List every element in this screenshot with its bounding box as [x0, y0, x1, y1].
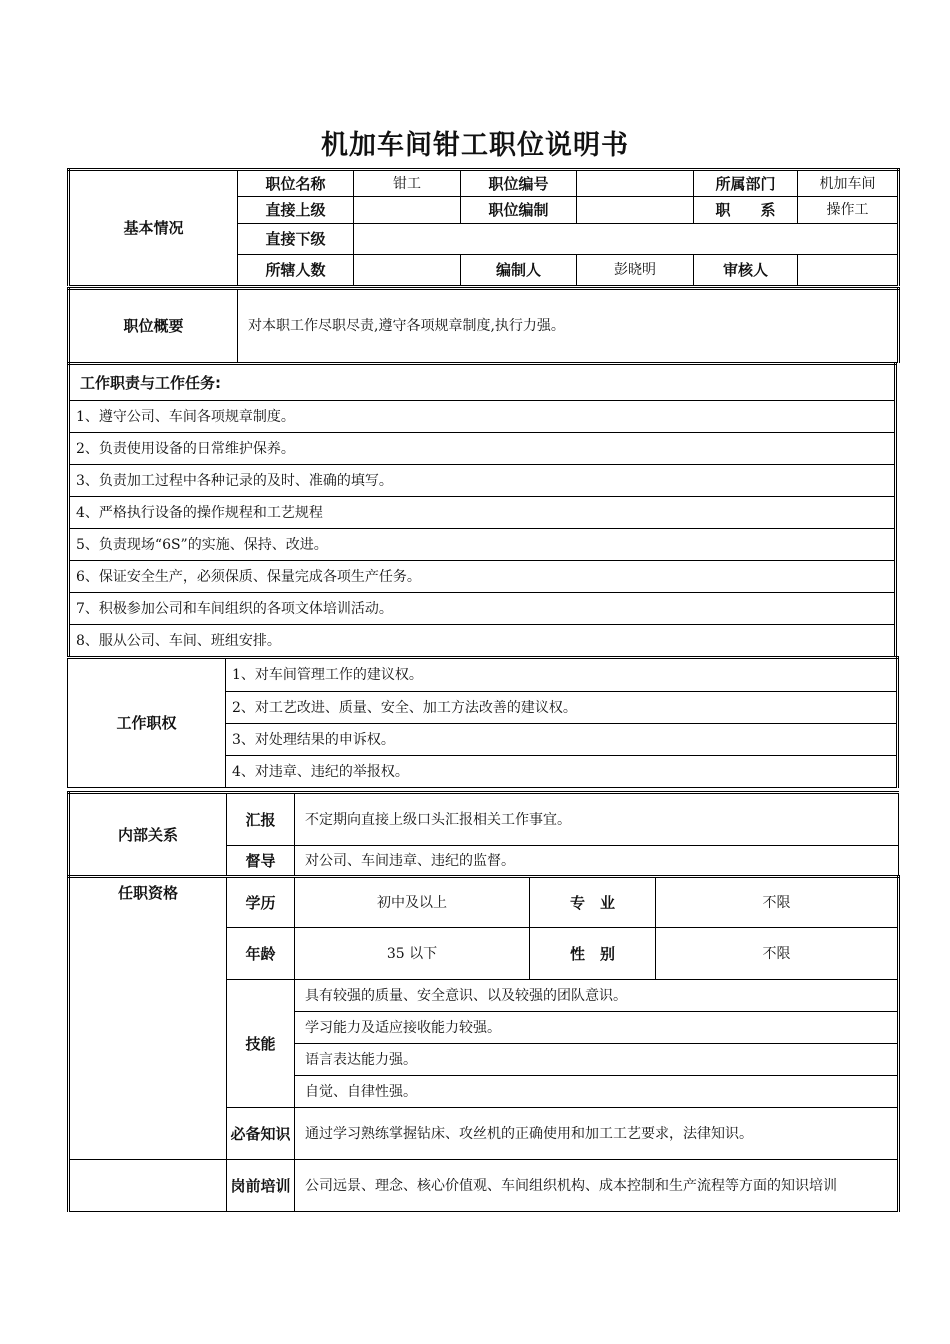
basic-info-label: 基本情况: [69, 170, 238, 286]
skill-item: 具有较强的质量、安全意识、以及较强的团队意识。: [295, 980, 899, 1012]
duty-item: 4、严格执行设备的操作规程和工艺规程: [69, 497, 896, 529]
reviewed-by-value: [798, 255, 899, 286]
report-text: 不定期向直接上级口头汇报相关工作事宜。: [295, 793, 899, 846]
duty-item: 7、积极参加公司和车间组织的各项文体培训活动。: [69, 593, 896, 625]
document-title: 机加车间钳工职位说明书: [321, 130, 629, 161]
knowledge-label: 必备知识: [227, 1108, 295, 1160]
position-no-value: [577, 170, 694, 197]
knowledge-text: 通过学习熟练掌握钻床、攻丝机的正确使用和加工工艺要求，法律知识。: [295, 1108, 899, 1160]
position-name-label: 职位名称: [238, 170, 354, 197]
job-family-label: 职 系: [694, 197, 798, 224]
authority-item: 2、对工艺改进、质量、安全、加工方法改善的建议权。: [226, 692, 898, 724]
supervise-text: 对公司、车间违章、违纪的监督。: [295, 846, 899, 876]
superior-label: 直接上级: [238, 197, 354, 224]
qualification-label: 任职资格: [69, 877, 227, 1160]
duties-table: [67, 362, 897, 657]
skill-item: 自觉、自律性强。: [295, 1076, 899, 1108]
overview-table: [67, 287, 900, 363]
relations-table: [67, 791, 899, 876]
position-name-value: 钳工: [354, 170, 461, 197]
gender-label: 性 别: [530, 928, 656, 980]
age-label: 年龄: [227, 928, 295, 980]
age-value: 35 以下: [295, 928, 530, 980]
authority-item: 3、对处理结果的申诉权。: [226, 724, 898, 756]
overview-text: 对本职工作尽职尽责,遵守各项规章制度,执行力强。: [238, 289, 899, 363]
qualification-table: [67, 875, 900, 1212]
duty-item: 1、遵守公司、车间各项规章制度。: [69, 401, 896, 433]
skill-item: 学习能力及适应接收能力较强。: [295, 1012, 899, 1044]
training-text: 公司远景、理念、核心价值观、车间组织机构、成本控制和生产流程等方面的知识培训: [295, 1160, 899, 1212]
department-label: 所属部门: [694, 170, 798, 197]
major-label: 专 业: [530, 877, 656, 928]
gender-value: 不限: [656, 928, 899, 980]
relations-label: 内部关系: [69, 793, 227, 876]
authority-item: 4、对违章、违纪的举报权。: [226, 756, 898, 788]
headcount-plan-value: [577, 197, 694, 224]
overview-label: 职位概要: [69, 289, 238, 363]
superior-value: [354, 197, 461, 224]
duty-item: 8、服从公司、车间、班组安排。: [69, 625, 896, 657]
basic-info-table: [67, 168, 900, 286]
skills-label: 技能: [227, 980, 295, 1108]
duty-item: 3、负责加工过程中各种记录的及时、准确的填写。: [69, 465, 896, 497]
duties-header: 工作职责与工作任务:: [69, 364, 896, 401]
position-no-label: 职位编号: [461, 170, 577, 197]
prepared-by-label: 编制人: [461, 255, 577, 286]
authority-item: 1、对车间管理工作的建议权。: [226, 658, 898, 692]
job-family-value: 操作工: [798, 197, 899, 224]
authority-table: [67, 656, 899, 788]
headcount-plan-label: 职位编制: [461, 197, 577, 224]
skill-item: 语言表达能力强。: [295, 1044, 899, 1076]
reviewed-by-label: 审核人: [694, 255, 798, 286]
subordinate-label: 直接下级: [238, 224, 354, 255]
duty-item: 2、负责使用设备的日常维护保养。: [69, 433, 896, 465]
subordinate-count-label: 所辖人数: [238, 255, 354, 286]
training-label: 岗前培训: [227, 1160, 295, 1212]
subordinate-count-value: [354, 255, 461, 286]
major-value: 不限: [656, 877, 899, 928]
supervise-label: 督导: [227, 846, 295, 876]
education-label: 学历: [227, 877, 295, 928]
report-label: 汇报: [227, 793, 295, 846]
duty-item: 5、负责现场“6S”的实施、保持、改进。: [69, 529, 896, 561]
qualification-spacer: [69, 1160, 227, 1212]
prepared-by-value: 彭晓明: [577, 255, 694, 286]
education-value: 初中及以上: [295, 877, 530, 928]
department-value: 机加车间: [798, 170, 899, 197]
authority-label: 工作职权: [68, 658, 226, 788]
subordinate-value: [354, 224, 899, 255]
duty-item: 6、保证安全生产，必须保质、保量完成各项生产任务。: [69, 561, 896, 593]
